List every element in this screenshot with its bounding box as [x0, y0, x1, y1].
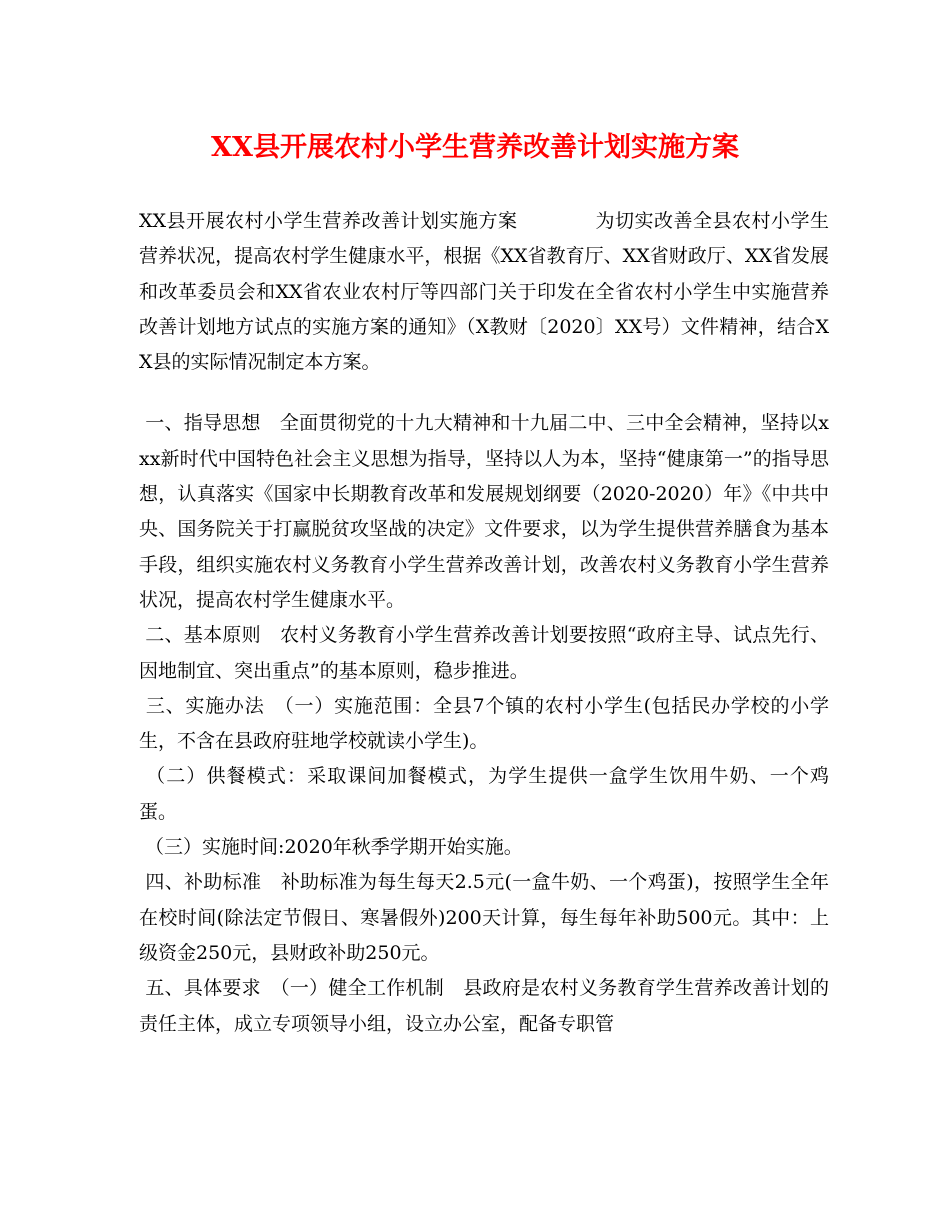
section-guiding-ideology: 一、指导思想 全面贯彻党的十九大精神和十九届二中、三中全会精神，坚持以xxx新时代中国特色社会主义思想为指导，坚持以人为本，坚持“健康第一”的指导思想，认真落实《国家中长期教育改革和发展规划纲要（2020-2020）年》《中共中央、国务院关于打赢脱贫攻坚战的决定》文件要求，以为学生提供营养膳食为基本手段，组织实施农村义务教育小学生营养改善计划，改善农村义务教育小学生营养状况，提高农村学生健康水平。: [139, 412, 830, 611]
section-implementation-time: （三）实施时间:2020年秋季学期开始实施。: [139, 836, 523, 859]
document-title: XX县开展农村小学生营养改善计划实施方案: [211, 132, 739, 163]
paragraph-gap: [139, 380, 829, 406]
section-meal-mode: （二）供餐模式：采取课间加餐模式，为学生提供一盒学生饮用牛奶、一个鸡蛋。: [139, 765, 829, 823]
section-specific-requirements: 五、具体要求 （一）健全工作机制 县政府是农村义务教育学生营养改善计划的责任主体，成立专项领导小组，设立办公室，配备专职管: [139, 977, 829, 1035]
section-subsidy-standard: 四、补助标准 补助标准为每生每天2.5元(一盒牛奶、一个鸡蛋)，按照学生全年在校时间(除法定节假日、寒暑假外)200天计算，每生每年补助500元。其中：上级资金250元，县财政补助250元。: [139, 871, 829, 964]
document-body: [139, 204, 829, 1042]
intro-paragraph: XX县开展农村小学生营养改善计划实施方案 为切实改善全县农村小学生营养状况，提高农村学生健康水平，根据《XX省教育厅、XX省财政厅、XX省发展和改革委员会和XX省农业农村厅等四部门关于印发在全省农村小学生中实施营养改善计划地方试点的实施方案的通知》（X教财〔2020〕XX号）文件精神，结合XX县的实际情况制定本方案。: [139, 210, 829, 374]
section-implementation-scope: 三、实施办法 （一）实施范围：全县7个镇的农村小学生(包括民办学校的小学生，不含在县政府驻地学校就读小学生)。: [139, 694, 829, 753]
section-basic-principles: 二、基本原则 农村义务教育小学生营养改善计划要按照“政府主导、试点先行、因地制宜、突出重点”的基本原则，稳步推进。: [139, 624, 829, 682]
